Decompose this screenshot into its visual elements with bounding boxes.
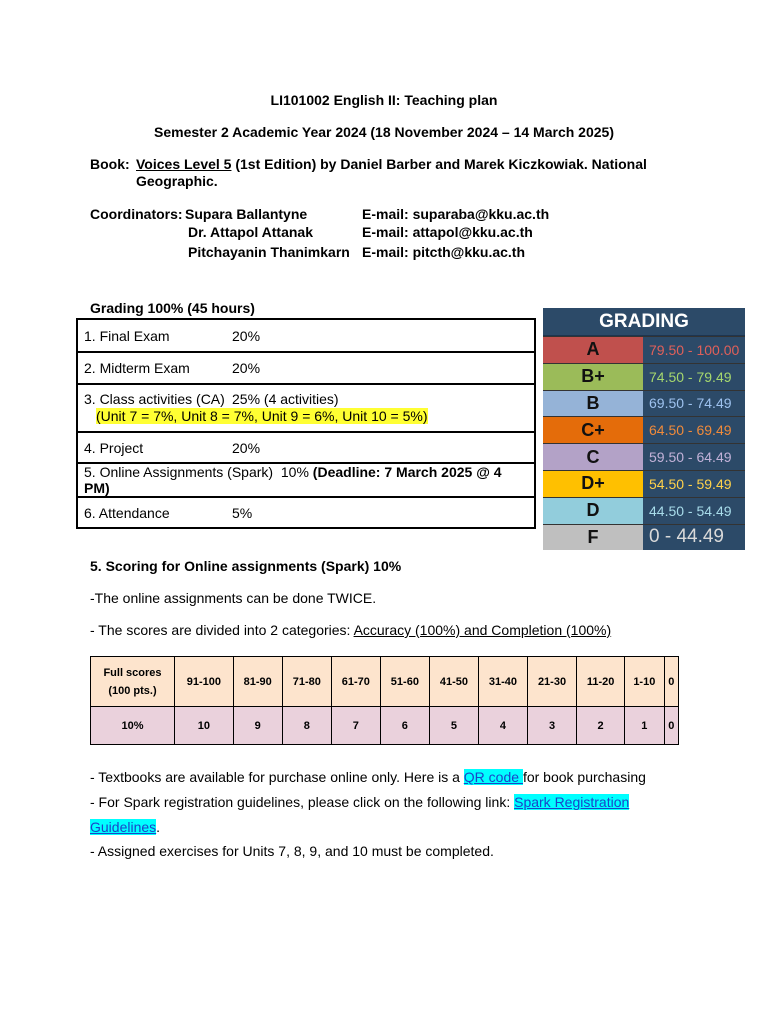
spark-scoring-heading: 5. Scoring for Online assignments (Spark) 10% — [90, 558, 402, 574]
table-cell — [77, 432, 535, 463]
spark-note-prefix: - For Spark registration guidelines, please click on the following link: — [90, 794, 515, 810]
coordinator-name: Dr. Attapol Attanak — [188, 224, 313, 240]
score-range-cell: 91-100 — [175, 657, 234, 707]
table-row — [91, 707, 679, 745]
score-points-cell: 6 — [380, 707, 429, 745]
spark-score-table — [90, 656, 679, 745]
table-row — [77, 432, 535, 463]
grading-weights-table — [76, 318, 536, 529]
table-row — [77, 384, 535, 432]
table-row — [77, 352, 535, 384]
spark-registration-link[interactable]: Spark Registration — [514, 794, 630, 810]
score-points-cell: 5 — [429, 707, 478, 745]
grade-letter: C — [543, 444, 643, 470]
categories-note — [90, 622, 611, 638]
grade-range: 44.50 - 54.49 — [643, 498, 745, 524]
categories-text: Accuracy (100%) and Completion (100%) — [353, 622, 612, 638]
book-title: Voices Level 5 — [136, 156, 232, 172]
score-points-cell: 1 — [625, 707, 664, 745]
score-range-cell: 81-90 — [233, 657, 282, 707]
book-details: (1st Edition) by Daniel Barber and Marek Kiczkowiak. National — [231, 156, 647, 172]
spark-registration-note — [90, 794, 629, 810]
table-cell — [77, 463, 535, 497]
table-cell: 10% — [91, 707, 175, 745]
table-cell — [77, 352, 535, 384]
component-name: 2. Midterm Exam — [84, 360, 190, 376]
grade-row — [543, 470, 745, 497]
score-range-cell: 61-70 — [331, 657, 380, 707]
grade-row — [543, 336, 745, 363]
score-range-cell: 71-80 — [282, 657, 331, 707]
table-row — [77, 319, 535, 352]
grade-range: 0 - 44.49 — [643, 525, 745, 551]
unit-breakdown-highlight: (Unit 7 = 7%, Unit 8 = 7%, Unit 9 = 6%, Unit 10 = 5%) — [96, 408, 428, 424]
categories-prefix: - The scores are divided into 2 categories: — [90, 622, 354, 638]
grade-range: 64.50 - 69.49 — [643, 417, 745, 443]
semester-line: Semester 2 Academic Year 2024 (18 November 2024 – 14 March 2025) — [154, 124, 614, 140]
score-range-cell: 31-40 — [478, 657, 527, 707]
deadline-text: (Deadline: 7 March 2025 @ 4 PM) — [84, 464, 502, 496]
grade-row — [543, 497, 745, 524]
grade-letter: B+ — [543, 364, 643, 390]
coordinator-email: E-mail: pitcth@kku.ac.th — [362, 244, 526, 260]
score-points-cell: 2 — [577, 707, 625, 745]
page-title: LI101002 English II: Teaching plan — [270, 92, 498, 108]
table-header-cell — [91, 657, 175, 707]
grade-range: 54.50 - 59.49 — [643, 471, 745, 497]
grade-letter: D — [543, 498, 643, 524]
score-range-cell: 1-10 — [625, 657, 664, 707]
score-range-cell: 0 — [664, 657, 678, 707]
coordinator-email: E-mail: suparaba@kku.ac.th — [362, 206, 550, 222]
component-weight: 10% — [280, 464, 309, 480]
spark-note-suffix: . — [156, 819, 161, 835]
score-points-cell: 8 — [282, 707, 331, 745]
grade-row — [543, 416, 745, 443]
score-range-cell: 51-60 — [380, 657, 429, 707]
coordinator-name: Pitchayanin Thanimkarn — [188, 244, 350, 260]
coordinator-name: Supara Ballantyne — [185, 206, 308, 222]
grade-row — [543, 443, 745, 470]
book-label: Book: — [90, 156, 130, 172]
score-points-cell: 7 — [331, 707, 380, 745]
spark-guidelines-link[interactable]: Guidelines — [90, 819, 157, 835]
score-points-cell: 0 — [664, 707, 678, 745]
component-weight: 20% — [232, 360, 261, 376]
component-name: 5. Online Assignments (Spark) — [84, 464, 274, 480]
table-cell — [77, 319, 535, 352]
spark-registration-note-cont — [90, 819, 160, 835]
component-name: 1. Final Exam — [84, 327, 170, 344]
coordinator-email: E-mail: attapol@kku.ac.th — [362, 224, 533, 240]
table-row — [77, 463, 535, 497]
grading-heading: Grading 100% (45 hours) — [90, 300, 255, 316]
grade-scale-rows — [543, 336, 745, 550]
coordinators-label: Coordinators: — [90, 206, 183, 222]
component-weight: 20% — [232, 439, 261, 456]
full-scores-points: (100 pts.) — [108, 684, 157, 697]
table-row — [77, 497, 535, 528]
textbook-note-suffix: for book purchasing — [522, 769, 646, 785]
grade-range: 74.50 - 79.49 — [643, 364, 745, 390]
grade-scale-title: GRADING — [543, 308, 745, 336]
component-weight: 25% (4 activities) — [232, 391, 339, 407]
textbook-note-prefix: - Textbooks are available for purchase online only. Here is a — [90, 769, 464, 785]
component-name: 4. Project — [84, 439, 144, 456]
exercises-note: - Assigned exercises for Units 7, 8, 9, and 10 must be completed. — [90, 843, 494, 859]
score-range-cell: 11-20 — [577, 657, 625, 707]
grade-range: 69.50 - 74.49 — [643, 391, 745, 417]
grade-range: 79.50 - 100.00 — [643, 337, 745, 363]
score-range-cell: 21-30 — [527, 657, 576, 707]
table-cell — [77, 384, 535, 432]
table-cell — [77, 497, 535, 528]
grade-row — [543, 524, 745, 551]
grade-letter: D+ — [543, 471, 643, 497]
grade-range: 59.50 - 64.49 — [643, 444, 745, 470]
grade-scale-chart — [543, 308, 745, 550]
grade-row — [543, 363, 745, 390]
score-points-cell: 10 — [175, 707, 234, 745]
score-points-cell: 9 — [233, 707, 282, 745]
full-scores-label: Full scores — [103, 666, 162, 679]
grade-letter: F — [543, 525, 643, 551]
score-points-cell: 4 — [478, 707, 527, 745]
grade-letter: A — [543, 337, 643, 363]
textbook-note — [90, 769, 646, 785]
grade-row — [543, 390, 745, 417]
component-weight: 20% — [232, 327, 261, 344]
grade-letter: B — [543, 391, 643, 417]
grade-letter: C+ — [543, 417, 643, 443]
book-publisher: Geographic. — [136, 173, 218, 189]
score-points-cell: 3 — [527, 707, 576, 745]
component-weight: 5% — [232, 504, 253, 521]
book-info — [136, 156, 676, 190]
qr-code-link[interactable]: QR code — [463, 769, 523, 785]
component-name: 3. Class activities (CA) — [84, 391, 225, 407]
table-row — [91, 657, 679, 707]
score-range-cell: 41-50 — [429, 657, 478, 707]
component-name: 6. Attendance — [84, 504, 170, 521]
attempts-note: -The online assignments can be done TWICE. — [90, 590, 377, 606]
